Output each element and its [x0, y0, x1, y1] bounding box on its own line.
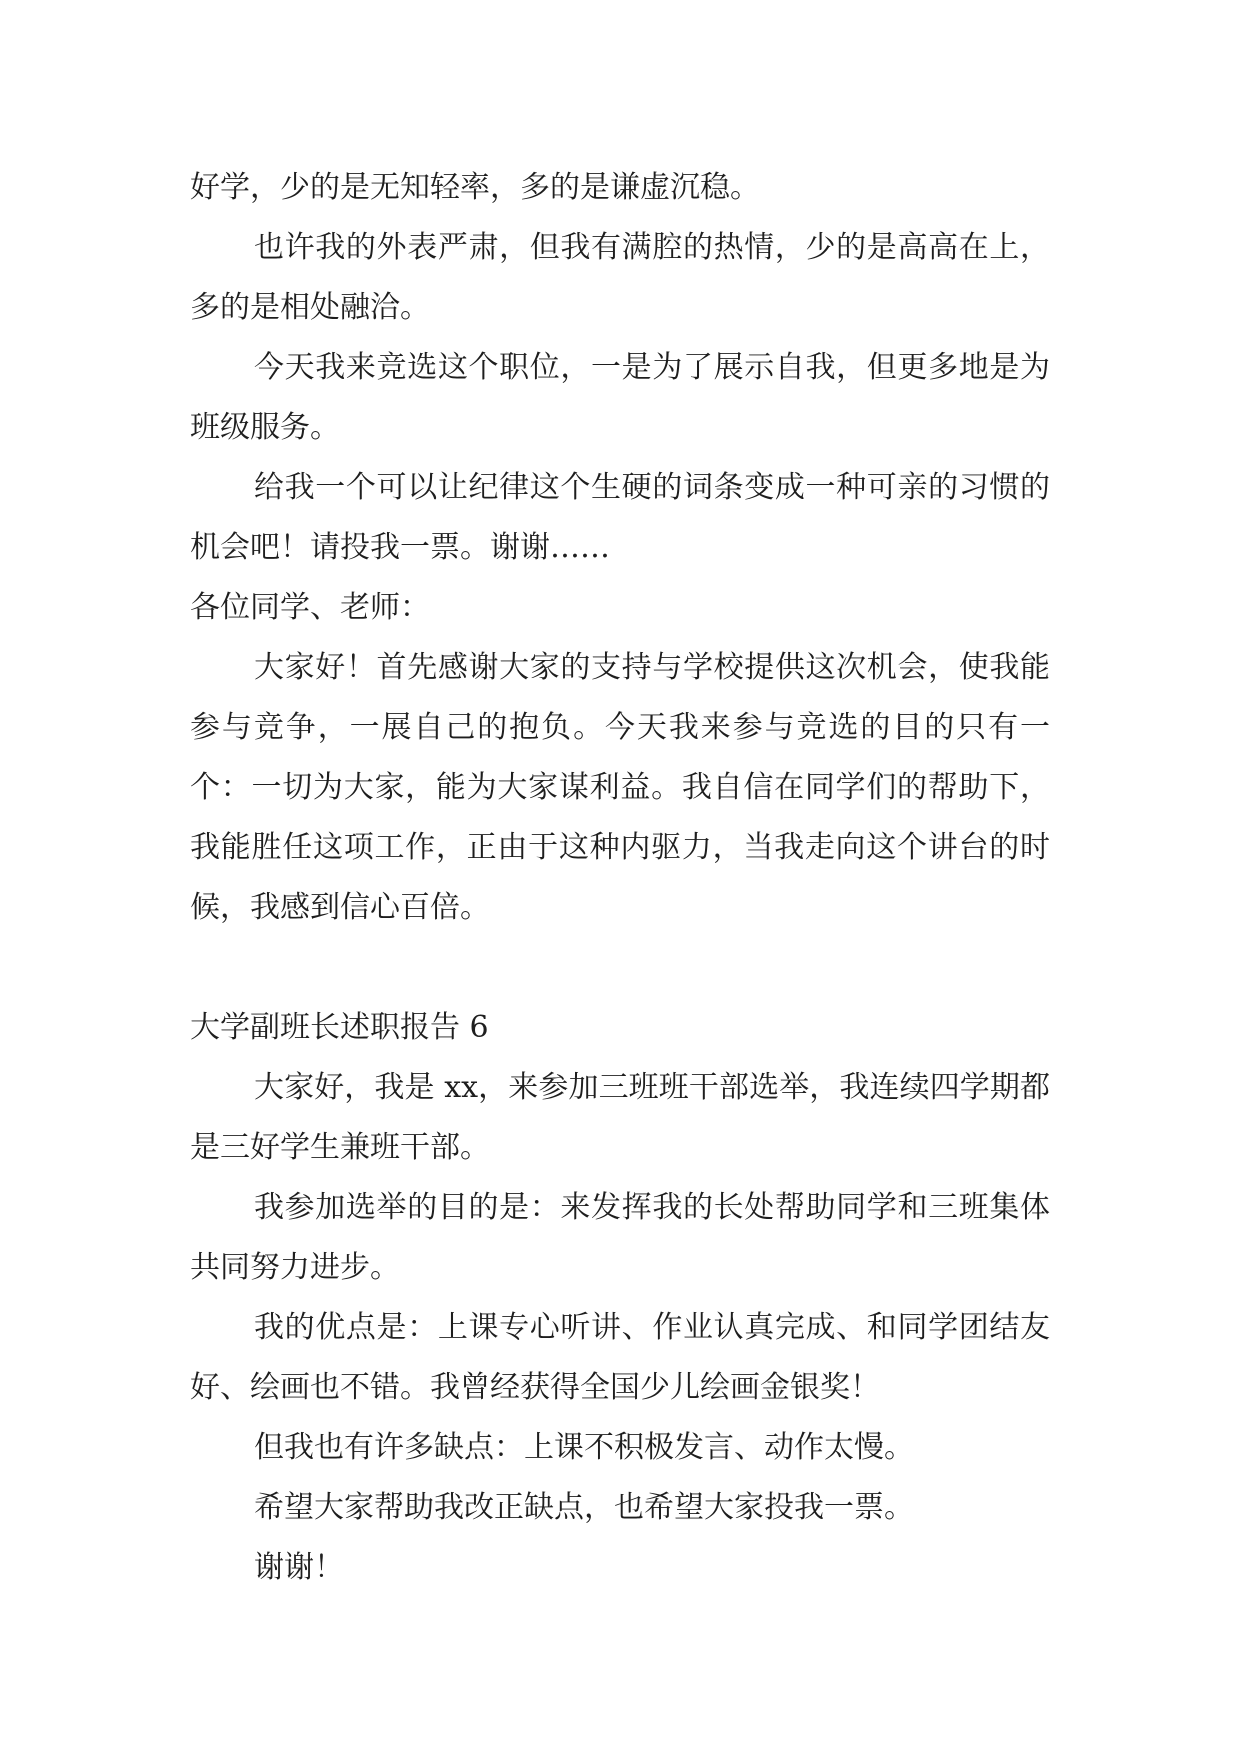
paragraph: 我的优点是：上课专心听讲、作业认真完成、和同学团结友好、绘画也不错。我曾经获得全国少儿绘画金银奖！ [190, 1310, 1050, 1405]
salutation: 各位同学、老师： [190, 590, 430, 625]
paragraph: 我参加选举的目的是：来发挥我的长处帮助同学和三班集体共同努力进步。 [190, 1190, 1050, 1285]
paragraph: 也许我的外表严肃，但我有满腔的热情，少的是高高在上，多的是相处融洽。 [190, 230, 1050, 325]
paragraph: 给我一个可以让纪律这个生硬的词条变成一种可亲的习惯的机会吧！请投我一票。谢谢…… [190, 470, 1050, 565]
section-gap [190, 938, 1050, 998]
section-heading: 大学副班长述职报告 6 [190, 1010, 489, 1045]
paragraph: 好学，少的是无知轻率，多的是谦虚沉稳。 [190, 170, 760, 205]
paragraph: 但我也有许多缺点：上课不积极发言、动作太慢。 [254, 1430, 914, 1465]
paragraph: 大家好！首先感谢大家的支持与学校提供这次机会，使我能参与竞争，一展自己的抱负。今天我来参与竞选的目的只有一个：一切为大家，能为大家谋利益。我自信在同学们的帮助下，我能胜任这项工作，正由于这种内驱力，当我走向这个讲台的时候，我感到信心百倍。 [190, 650, 1050, 925]
paragraph: 大家好，我是 xx，来参加三班班干部选举，我连续四学期都是三好学生兼班干部。 [190, 1070, 1050, 1165]
paragraph: 今天我来竞选这个职位，一是为了展示自我，但更多地是为班级服务。 [190, 350, 1050, 445]
paragraph: 希望大家帮助我改正缺点，也希望大家投我一票。 [254, 1490, 914, 1525]
closing: 谢谢！ [254, 1550, 344, 1585]
document-body [190, 158, 1050, 1598]
